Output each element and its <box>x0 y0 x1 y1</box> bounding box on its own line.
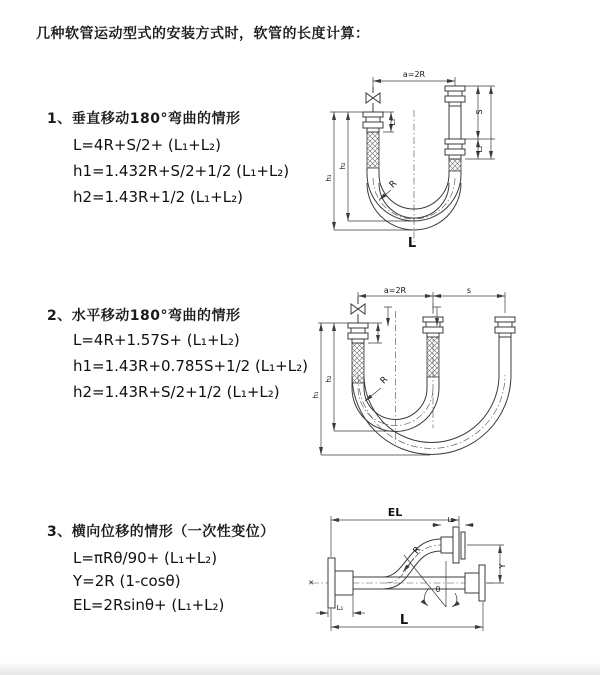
left-flange <box>328 558 353 608</box>
radius-label: R <box>411 545 424 557</box>
middle-fitting <box>423 317 443 337</box>
dim-label-L2: L₂ <box>476 145 484 153</box>
section-3-formula-EL: EL=2Rsinθ+ (L₁+L₂) <box>73 596 225 614</box>
section-1-formula-h1: h1=1.432R+S/2+1/2 (L₁+L₂) <box>73 162 290 180</box>
dim-label-a2R: a=2R <box>383 286 407 295</box>
braided-hose-left <box>367 132 379 168</box>
dim-label-h1: h₁ <box>325 174 333 182</box>
dimension-lines <box>318 292 505 455</box>
dim-label-a2R: a=2R <box>402 70 426 79</box>
section-2-formula-L: L=4R+1.57S+ (L₁+L₂) <box>73 331 240 349</box>
angle-theta-label: θ <box>435 585 441 594</box>
section-3-formula-L: L=πRθ/90+ (L₁+L₂) <box>73 549 218 567</box>
diagram-vertical-180-bend <box>315 66 575 258</box>
right-fitting-moved-position <box>495 317 515 337</box>
braided-hose-left <box>352 343 364 383</box>
right-fitting-upper-position <box>445 86 465 106</box>
u-bend-arcs <box>352 375 511 454</box>
section-1-heading: 1、垂直移动180°弯曲的情形 <box>47 111 241 127</box>
diagram-horizontal-180-bend <box>312 283 597 465</box>
braided-hose-right <box>449 159 461 171</box>
dim-label-h2: h₂ <box>325 375 333 383</box>
section-1-formula-h2: h2=1.43R+1/2 (L₁+L₂) <box>73 188 243 206</box>
axis-mark: ✕ <box>308 579 314 587</box>
s-curve-hose <box>383 539 441 589</box>
length-label: L <box>407 236 417 251</box>
radius-label: R <box>387 178 400 191</box>
section-2-heading: 2、水平移动180°弯曲的情形 <box>47 308 241 324</box>
dim-label-h1: h₁ <box>312 391 320 399</box>
dim-label-EL: EL <box>387 506 403 519</box>
section-3-formula-Y: Y=2R (1-cosθ) <box>73 572 181 590</box>
section-1-formula-L: L=4R+S/2+ (L₁+L₂) <box>73 136 221 154</box>
dim-label-L1: L₁ <box>336 604 344 612</box>
left-fitting <box>348 323 368 343</box>
valve-icon <box>351 304 365 314</box>
dim-label-L1: L₁ <box>389 118 397 126</box>
dim-label-S: S <box>475 109 484 115</box>
diagram-lateral-displacement <box>298 495 598 647</box>
dim-label-h2: h₂ <box>339 162 347 170</box>
dim-label-L2: L₂ <box>447 516 455 524</box>
section-2-formula-h2: h2=1.43R+S/2+1/2 (L₁+L₂) <box>73 383 280 401</box>
upper-flange-displaced-position <box>441 527 465 563</box>
right-fitting-lower-position <box>445 139 465 159</box>
valve-icon <box>366 93 380 103</box>
right-flange-original-position <box>465 565 485 601</box>
length-label: L <box>399 613 409 628</box>
page-bottom-edge <box>0 662 600 675</box>
left-fitting <box>363 112 383 132</box>
bend-angle-construction <box>404 555 457 607</box>
page-title: 几种软管运动型式的安装方式时，软管的长度计算： <box>36 26 370 42</box>
section-2-formula-h1: h1=1.43R+0.785S+1/2 (L₁+L₂) <box>73 357 308 375</box>
centerlines <box>373 110 455 242</box>
dim-label-Y: Y <box>498 563 507 569</box>
braided-hose-middle <box>427 337 439 377</box>
dimension-lines <box>330 77 495 230</box>
radius-label: R <box>378 374 391 387</box>
section-3-heading: 3、横向位移的情形（一次性变位） <box>47 524 275 540</box>
dim-label-s: s <box>466 286 472 295</box>
